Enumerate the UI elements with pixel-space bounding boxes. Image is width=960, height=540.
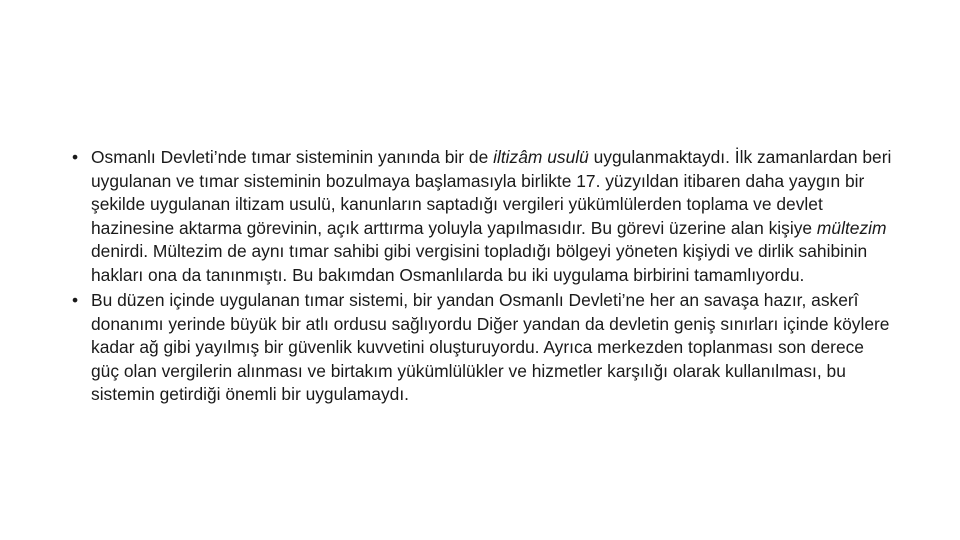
bullet-marker: • bbox=[72, 290, 79, 310]
bullet-item bbox=[72, 146, 892, 287]
text-segment: Osmanlı Devleti’nde tımar sisteminin yanında bir de bbox=[91, 147, 494, 167]
bullet-marker: • bbox=[72, 147, 79, 167]
bullet-list bbox=[72, 146, 892, 407]
text-segment: denirdi. Mültezim de aynı tımar sahibi gibi vergisini topladığı bölgeyi yöneten kişiydi ve dirlik sahibinin hakları ona da tanınmıştı. Bu bakımdan Osmanlılarda bu iki uygulama birbirini tamamlıyordu. bbox=[91, 241, 868, 285]
slide-body bbox=[72, 146, 892, 409]
text-segment: Bu düzen içinde uygulanan tımar sistemi, bir yandan Osmanlı Devleti’ne her an savaşa hazır, askerî donanımı yerinde büyük bir atlı ordusu sağlıyordu Diğer yandan da devletin geniş sınırları içinde köylere kadar ağ gibi yayılmış bir güvenlik kuvvetini oluşturuyordu. Ayrıca merkezden toplanması son derece güç olan vergilerin alınması ve birtakım yükümlülükler ve hizmetler karşılığı olarak kullanılması, bu sistemin getirdiği önemli bir uygulamaydı. bbox=[91, 290, 890, 404]
bullet-item bbox=[72, 289, 892, 407]
italic-term: iltizâm usulü bbox=[493, 147, 589, 167]
italic-term: mültezim bbox=[816, 217, 887, 238]
text-segment: uygulanmaktaydı. İlk zamanlardan beri uygulanan ve tımar sisteminin bozulmaya başlamasıyla birlikte 17. yüzyıldan itibaren daha yaygın bir şekilde uygulanan iltizam usulü, kanunların saptadığı vergileri yükümlülerden toplama ve devlet hazinesine aktarma görevinin, açık arttırma yoluyla yapılmasıdır. Bu görevi üzerine alan kişiye bbox=[91, 147, 892, 238]
bullet-text bbox=[91, 147, 891, 285]
bullet-text bbox=[91, 290, 889, 404]
